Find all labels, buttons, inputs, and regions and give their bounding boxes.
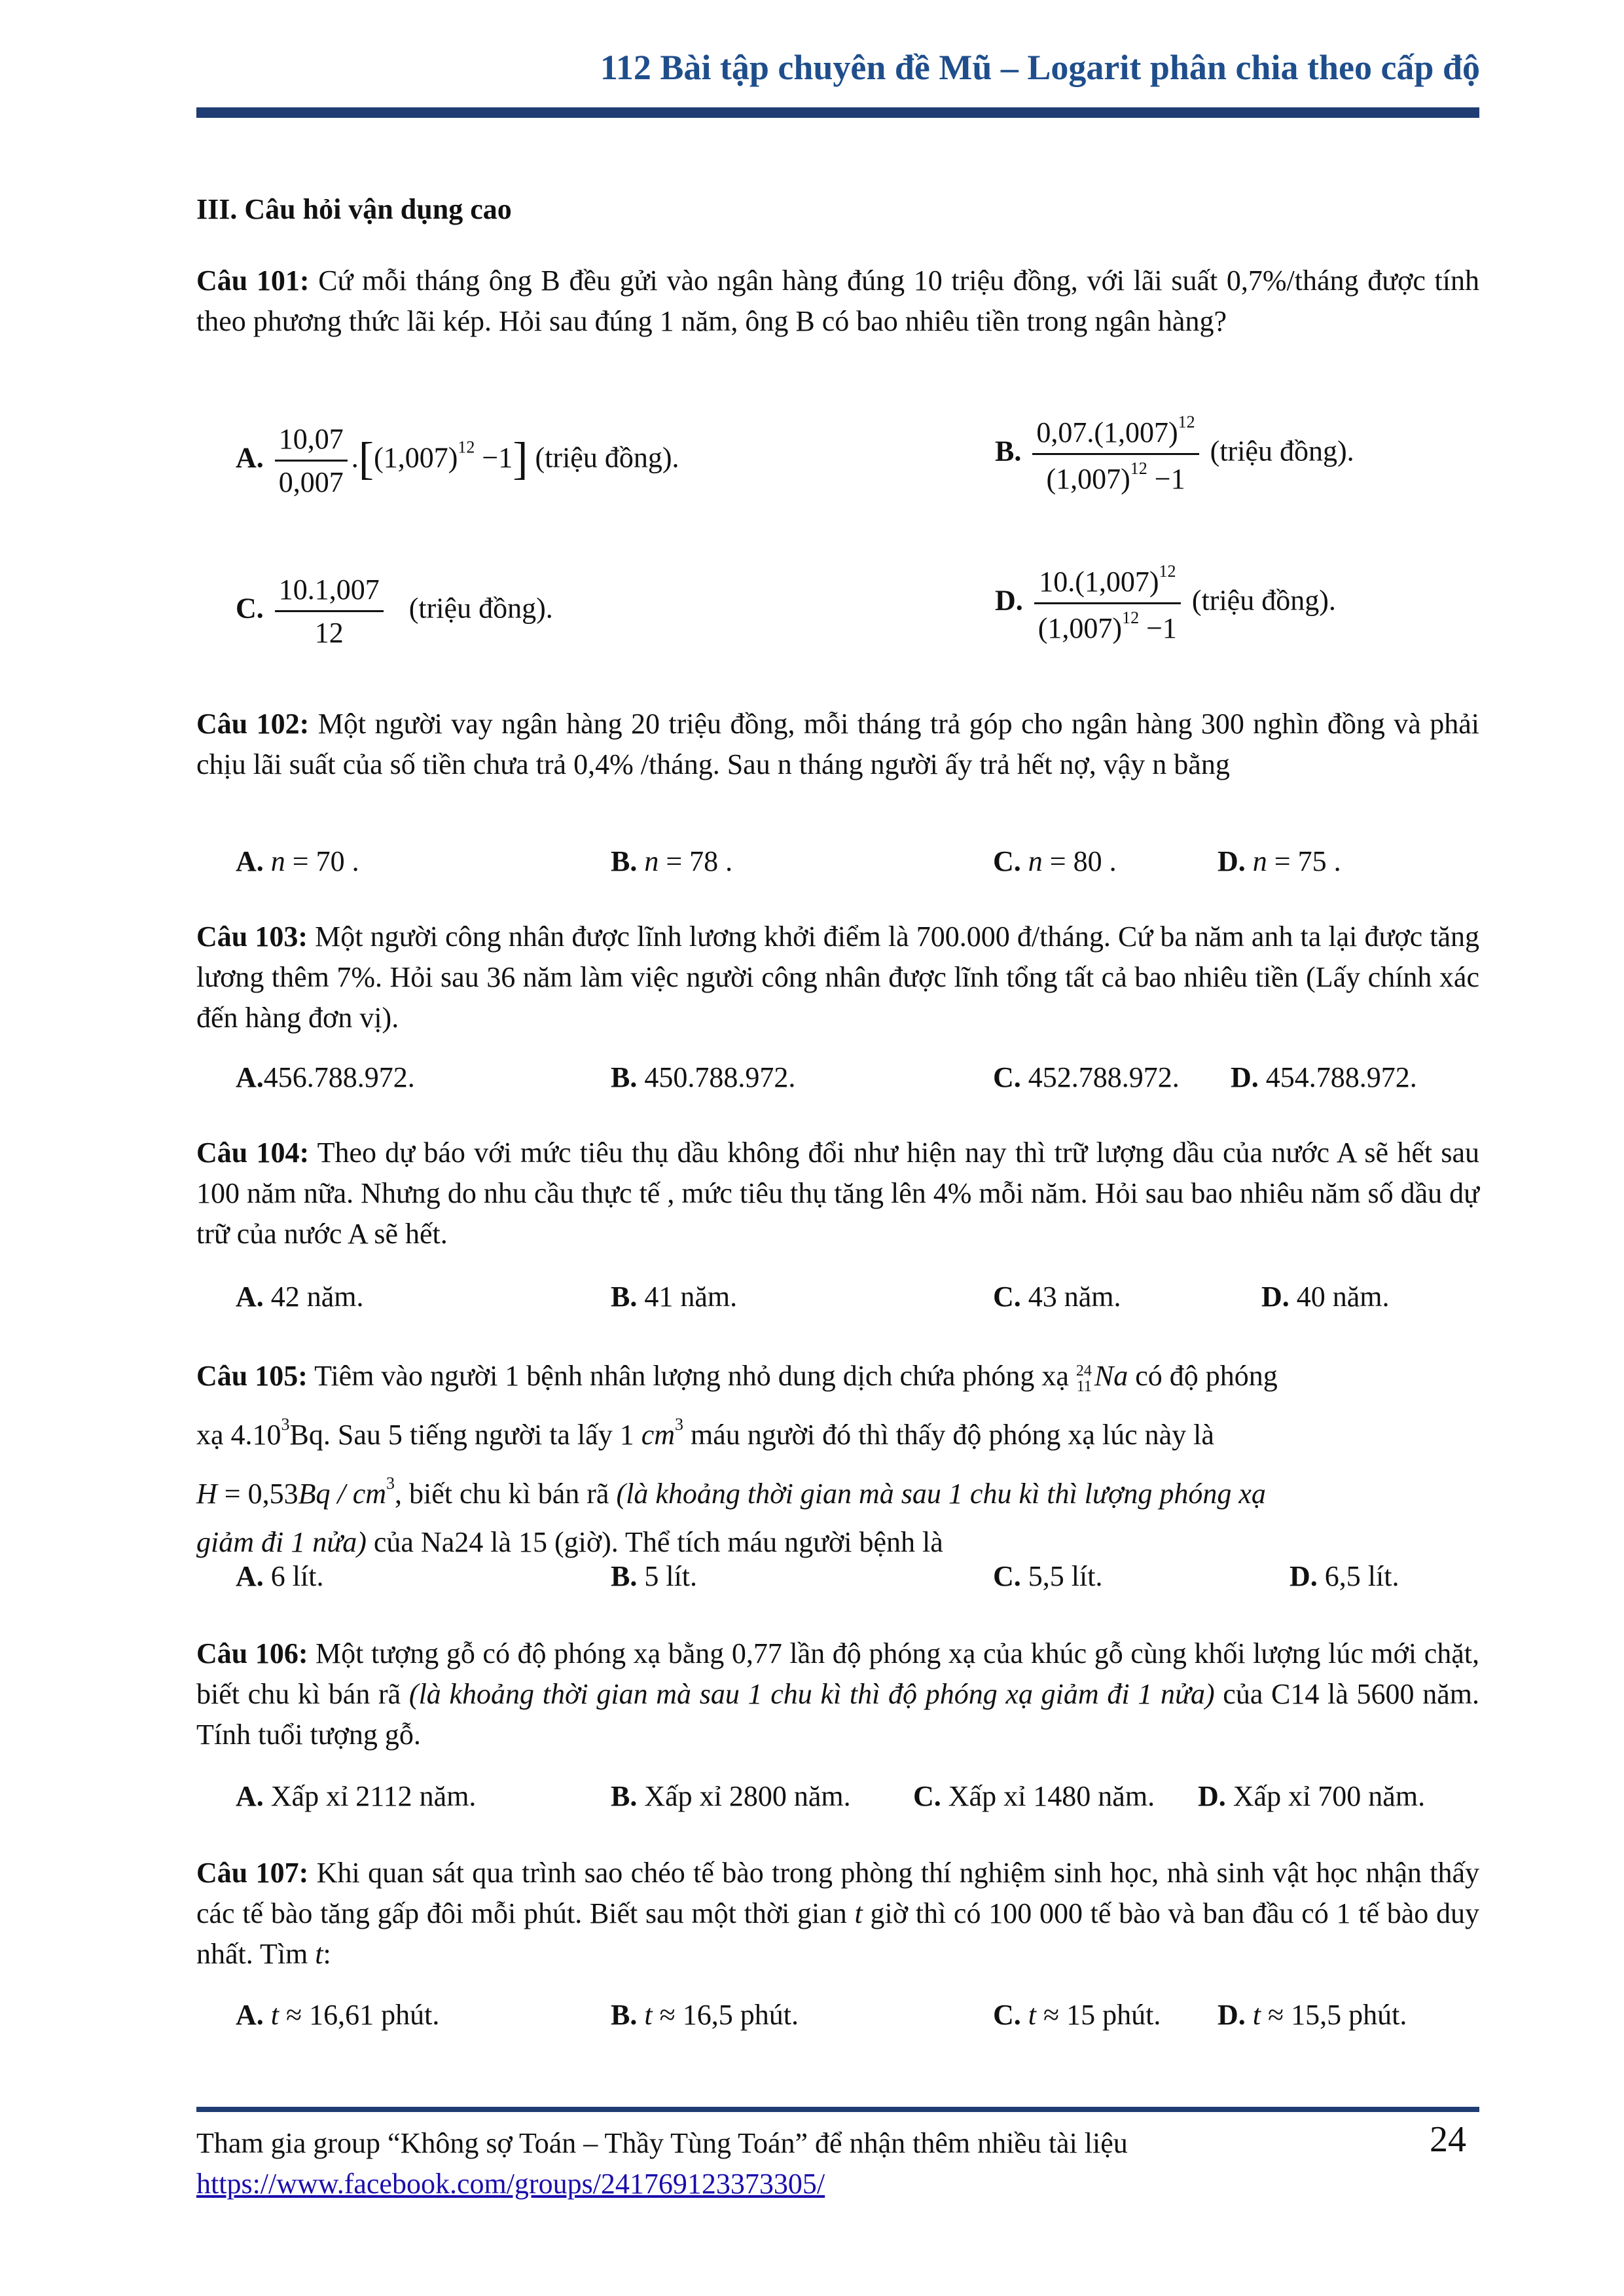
unit: (triệu đồng). [1191, 584, 1336, 617]
option-b: B. 5 lít. [611, 1560, 698, 1592]
option-c: C. 5,5 lít. [993, 1560, 1103, 1592]
option-a: A.456.788.972. [236, 1061, 415, 1093]
section-title: III. Câu hỏi vận dụng cao [196, 193, 512, 225]
denominator: 0,007 [278, 466, 344, 498]
question-label: Câu 107: [196, 1857, 309, 1889]
question-107: Câu 107: Khi quan sát qua trình sao chéo tế bào trong phòng thí nghiệm sinh học, nhà sinh vật học nhận thấy các tế bào tăng gấp đôi mỗi phút. Biết sau một thời gian t giờ thì có 100 000 tế bào và ban đầu có 1 tế bào duy nhất. Tìm t: [196, 1857, 1480, 1970]
option-c: C. t ≈ 15 phút. [993, 1999, 1161, 2031]
minus-one: −1 [475, 441, 513, 474]
dot: . [351, 441, 359, 474]
option-b: B. t ≈ 16,5 phút. [611, 1999, 799, 2031]
unit: (triệu đồng). [408, 592, 553, 625]
q106-options [236, 1779, 1479, 1820]
header-rule [196, 107, 1479, 118]
bracket-open: [ [358, 433, 374, 484]
question-label: Câu 106: [196, 1637, 308, 1669]
q107-options [236, 1998, 1479, 2039]
option-b: B. Xấp xỉ 2800 năm. [611, 1780, 851, 1812]
question-label: Câu 102: [196, 708, 310, 740]
option-d: D. 454.788.972. [1231, 1061, 1417, 1093]
unit: (triệu đồng). [535, 441, 679, 474]
footer-rule [196, 2107, 1479, 2112]
footer-text: Tham gia group “Không sợ Toán – Thầy Tùng Toán” để nhận thêm nhiều tài liệu [196, 2127, 1128, 2159]
q101-option-c [236, 573, 553, 649]
question-105: Câu 105: Tiêm vào người 1 bệnh nhân lượng nhỏ dung dịch chứa phóng xạ 24 11 Na có độ phóng xạ 4.10$^3$Bq. Sau 5 tiếng người ta lấy 1 $cm^3$ máu người đó thì thấy độ phóng xạ lúc này là $H = 0,53Bq / cm^3$, biết chu kì bán rã (là khoảng thời gian mà sau 1 chu kì thì lượng phóng xạ giảm đi 1 nửa) của Na24 là 15 (giờ). Thể tích máu người bệnh là [196, 1360, 1278, 1558]
denominator: 12 [314, 617, 344, 649]
q101-option-d [995, 562, 1336, 645]
option-c: C. 452.788.972. [993, 1061, 1180, 1093]
question-label: Câu 104: [196, 1137, 310, 1169]
fraction [275, 573, 384, 649]
option-b: B. n = 78 . [611, 845, 733, 877]
option-a: A. Xấp xỉ 2112 năm. [236, 1780, 477, 1812]
option-d: D. 6,5 lít. [1290, 1560, 1399, 1592]
exponent: 12 [458, 437, 475, 457]
denominator: $(1,007)^{12} -1$ [1038, 608, 1177, 644]
base: (1,007) [374, 441, 458, 474]
option-c: C. Xấp xỉ 1480 năm. [913, 1780, 1155, 1812]
fraction [275, 422, 348, 499]
question-label: Câu 103: [196, 920, 308, 953]
question-101 [196, 261, 1479, 342]
question-102 [196, 704, 1479, 785]
fraction [1034, 562, 1181, 645]
q103-options [236, 1061, 1479, 1101]
option-b: B. 41 năm. [611, 1281, 738, 1313]
question-label: Câu 101: [196, 264, 310, 297]
option-a: A. n = 70 . [236, 845, 359, 877]
question-label: Câu 105: [196, 1360, 308, 1392]
option-d: D. t ≈ 15,5 phút. [1218, 1999, 1407, 2031]
bracket-close: ] [513, 433, 528, 484]
option-c: C. 43 năm. [993, 1281, 1121, 1313]
q101-option-a [236, 422, 679, 499]
page-number: 24 [1430, 2119, 1466, 2160]
option-label: D. [995, 584, 1023, 617]
question-104 [196, 1133, 1479, 1254]
option-a: A. 42 năm. [236, 1281, 364, 1313]
option-label: B. [995, 435, 1022, 467]
page-header-title: 112 Bài tập chuyên đề Mũ – Logarit phân chia theo cấp độ [600, 48, 1480, 87]
question-text: Một người vay ngân hàng 20 triệu đồng, mỗi tháng trả góp cho ngân hàng 300 nghìn đồng và phải chịu lãi suất của số tiền chưa trả 0,4% /tháng. Sau n tháng người ấy trả hết nợ, vậy n bằng [196, 708, 1479, 780]
option-a: A. 6 lít. [236, 1560, 324, 1592]
q104-options [236, 1280, 1479, 1321]
q105-options [236, 1559, 1479, 1600]
question-text: Một người công nhân được lĩnh lương khởi điểm là 700.000 đ/tháng. Cứ ba năm anh ta lại được tăng lương thêm 7%. Hỏi sau 36 năm làm việc người công nhân được lĩnh tổng tất cả bao nhiêu tiền (Lấy chính xác đến hàng đơn vị). [196, 920, 1479, 1034]
unit: (triệu đồng). [1210, 435, 1354, 467]
numerator: $10.(1,007)^{12}$ [1034, 562, 1181, 604]
numerator: 10.1,007 [275, 573, 384, 612]
denominator: $(1,007)^{12} -1$ [1046, 459, 1185, 495]
isotope-numbers: 24 11 [1075, 1362, 1092, 1395]
option-c: C. n = 80 . [993, 845, 1117, 877]
option-d: D. n = 75 . [1218, 845, 1341, 877]
option-d: D. Xấp xỉ 700 năm. [1198, 1780, 1426, 1812]
option-label: A. [236, 441, 264, 474]
q101-option-b [995, 412, 1354, 496]
option-a: A. t ≈ 16,61 phút. [236, 1999, 440, 2031]
question-103 [196, 917, 1479, 1038]
fraction [1032, 412, 1199, 496]
option-label: C. [236, 592, 264, 625]
numerator: 10,07 [275, 422, 348, 462]
numerator: $0,07.(1,007)^{12}$ [1032, 412, 1199, 455]
question-text: Cứ mỗi tháng ông B đều gửi vào ngân hàng đúng 10 triệu đồng, với lãi suất 0,7%/tháng được tính theo phương thức lãi kép. Hỏi sau đúng 1 năm, ông B có bao nhiêu tiền trong ngân hàng? [196, 264, 1479, 337]
question-text: Theo dự báo với mức tiêu thụ dầu không đổi như hiện nay thì trữ lượng dầu của nước A sẽ hết sau 100 năm nữa. Nhưng do nhu cầu thực tế , mức tiêu thụ tăng lên 4% mỗi năm. Hỏi sau bao nhiêu năm số dầu dự trữ của nước A sẽ hết. [196, 1137, 1479, 1250]
q102-options [236, 845, 1479, 885]
option-b: B. 450.788.972. [611, 1061, 796, 1093]
option-d: D. 40 năm. [1261, 1281, 1390, 1313]
footer-link[interactable]: https://www.facebook.com/groups/241769123373305/ [196, 2168, 825, 2200]
isotope-symbol: Na [1094, 1360, 1128, 1392]
question-106: Câu 106: Một tượng gỗ có độ phóng xạ bằng 0,77 lần độ phóng xạ của khúc gỗ cùng khối lượng lúc mới chặt, biết chu kì bán rã (là khoảng thời gian mà sau 1 chu kì thì độ phóng xạ giảm đi 1 nửa) của C14 là 5600 năm. Tính tuổi tượng gỗ. [196, 1637, 1479, 1751]
